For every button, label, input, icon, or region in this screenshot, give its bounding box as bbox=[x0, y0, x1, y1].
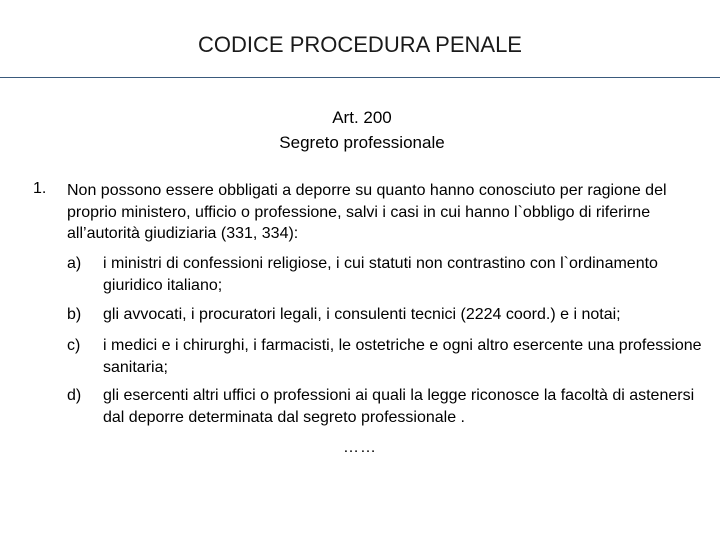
list-item-label: b) bbox=[67, 306, 82, 323]
list-item-label: a) bbox=[67, 255, 82, 272]
list-item-text: i ministri di confessioni religiose, i cui statuti non contrastino con l`ordinamento giuridico italiano; bbox=[103, 255, 658, 294]
list-item-label: c) bbox=[67, 337, 81, 354]
continuation-ellipsis: …… bbox=[343, 439, 377, 456]
clause-text: Non possono essere obbligati a deporre su quanto hanno conosciuto per ragione del proprio ministero, ufficio o professione, salvi i casi in cui hanno l`obbligo di riferirne all’autorità giudiziaria (331, 334): bbox=[67, 182, 667, 242]
page-title: CODICE PROCEDURA PENALE bbox=[198, 32, 522, 57]
list-item-text: gli esercenti altri uffici o professioni ai quali la legge riconosce la facoltà di astenersi dal deporre determinata dal segreto professionale . bbox=[103, 387, 695, 426]
clause-number: 1. bbox=[33, 180, 47, 197]
article-subtitle: Segreto professionale bbox=[279, 133, 445, 152]
list-item-label: d) bbox=[67, 387, 82, 404]
title-divider bbox=[0, 77, 720, 78]
list-item-text: i medici e i chirurghi, i farmacisti, le ostetriche e ogni altro esercente una professione sanitaria; bbox=[103, 337, 702, 376]
article-number: Art. 200 bbox=[332, 108, 392, 127]
list-item-text: gli avvocati, i procuratori legali, i consulenti tecnici (2224 coord.) e i notai; bbox=[103, 306, 621, 323]
